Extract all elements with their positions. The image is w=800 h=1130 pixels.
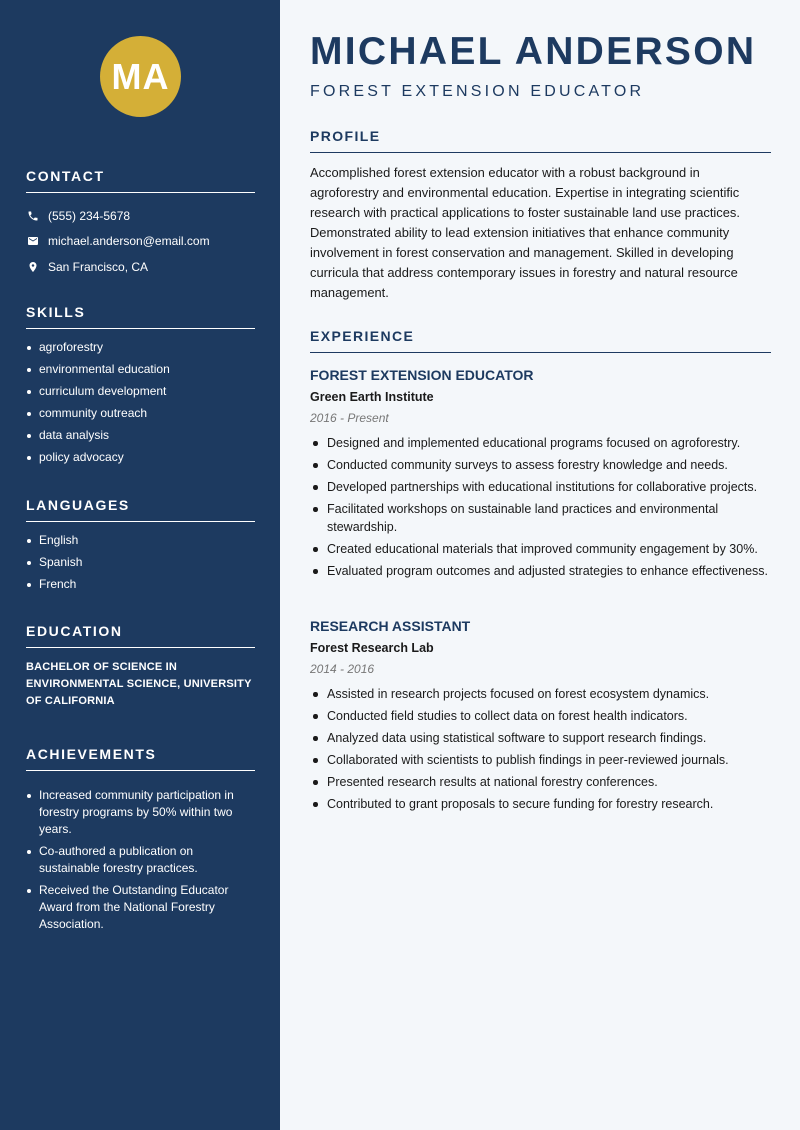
education-section — [26, 623, 255, 710]
list-item: data analysis — [26, 427, 255, 444]
list-item: agroforestry — [26, 339, 255, 356]
list-item: Analyzed data using statistical software to support research findings. — [310, 729, 771, 747]
job-entry — [310, 617, 771, 817]
list-item: Received the Outstanding Educator Award from the National Forestry Association. — [26, 882, 255, 933]
contact-section — [26, 168, 255, 280]
list-item: Developed partnerships with educational institutions for collaborative projects. — [310, 478, 771, 496]
achievements-section — [26, 746, 255, 938]
contact-phone — [26, 203, 255, 229]
list-item: English — [26, 532, 255, 549]
list-item: Co-authored a publication on sustainable forestry practices. — [26, 843, 255, 877]
job-entry — [310, 366, 771, 584]
list-item: curriculum development — [26, 383, 255, 400]
mail-icon — [26, 235, 39, 248]
job-bullets — [310, 685, 771, 813]
skills-list — [26, 339, 255, 466]
job-bullets — [310, 434, 771, 580]
experience-heading: EXPERIENCE — [310, 328, 771, 353]
job-org: Forest Research Lab — [310, 641, 434, 655]
list-item: Presented research results at national forestry conferences. — [310, 773, 771, 791]
list-item: community outreach — [26, 405, 255, 422]
education-heading: EDUCATION — [26, 623, 255, 648]
contact-email — [26, 229, 255, 255]
languages-section — [26, 497, 255, 598]
list-item: environmental education — [26, 361, 255, 378]
job-dates: 2016 - Present — [310, 411, 389, 425]
sidebar — [0, 0, 280, 1130]
job-title: RESEARCH ASSISTANT — [310, 618, 471, 634]
skills-section — [26, 304, 255, 471]
list-item: Conducted field studies to collect data on forest health indicators. — [310, 707, 771, 725]
avatar: MA — [100, 36, 181, 117]
job-title: FOREST EXTENSION EDUCATOR — [310, 367, 534, 383]
list-item: Increased community participation in forestry programs by 50% within two years. — [26, 787, 255, 838]
phone-icon — [26, 209, 39, 222]
skills-heading: SKILLS — [26, 304, 255, 329]
achievements-heading: ACHIEVEMENTS — [26, 746, 255, 771]
location-pin-icon — [26, 260, 39, 273]
list-item: Contributed to grant proposals to secure funding for forestry research. — [310, 795, 771, 813]
list-item: policy advocacy — [26, 449, 255, 466]
languages-list — [26, 532, 255, 593]
list-item: Spanish — [26, 554, 255, 571]
education-degree: BACHELOR OF SCIENCE IN ENVIRONMENTAL SCIENCE, UNIVERSITY OF CALIFORNIA — [26, 661, 252, 707]
candidate-name: MICHAEL ANDERSON — [310, 30, 757, 73]
achievements-list — [26, 787, 255, 933]
list-item: Facilitated workshops on sustainable land practices and environmental stewardship. — [310, 500, 771, 536]
contact-location — [26, 254, 255, 280]
contact-heading: CONTACT — [26, 168, 255, 193]
candidate-title: FOREST EXTENSION EDUCATOR — [310, 83, 645, 100]
email-text[interactable]: michael.anderson@email.com — [48, 234, 210, 249]
location-text: San Francisco, CA — [48, 259, 149, 274]
list-item: Assisted in research projects focused on forest ecosystem dynamics. — [310, 685, 771, 703]
list-item: Evaluated program outcomes and adjusted strategies to enhance effectiveness. — [310, 562, 771, 580]
profile-heading: PROFILE — [310, 128, 771, 153]
languages-heading: LANGUAGES — [26, 497, 255, 522]
list-item: French — [26, 576, 255, 593]
job-org: Green Earth Institute — [310, 390, 434, 404]
list-item: Designed and implemented educational programs focused on agroforestry. — [310, 434, 771, 452]
list-item: Collaborated with scientists to publish findings in peer-reviewed journals. — [310, 751, 771, 769]
profile-text: Accomplished forest extension educator with a robust background in agroforestry and environmental education. Expertise in integrating scientific research with practical applications to foster sustainable land use practices. Demonstrated ability to lead extension initiatives that enhance community involvement in forest conservation and management. Skilled in developing curricula that address contemporary issues in forestry and natural resource management. — [310, 165, 740, 300]
job-dates: 2014 - 2016 — [310, 662, 375, 676]
list-item: Conducted community surveys to assess forestry knowledge and needs. — [310, 456, 771, 474]
phone-text[interactable]: (555) 234-5678 — [48, 208, 131, 223]
list-item: Created educational materials that improved community engagement by 30%. — [310, 540, 771, 558]
